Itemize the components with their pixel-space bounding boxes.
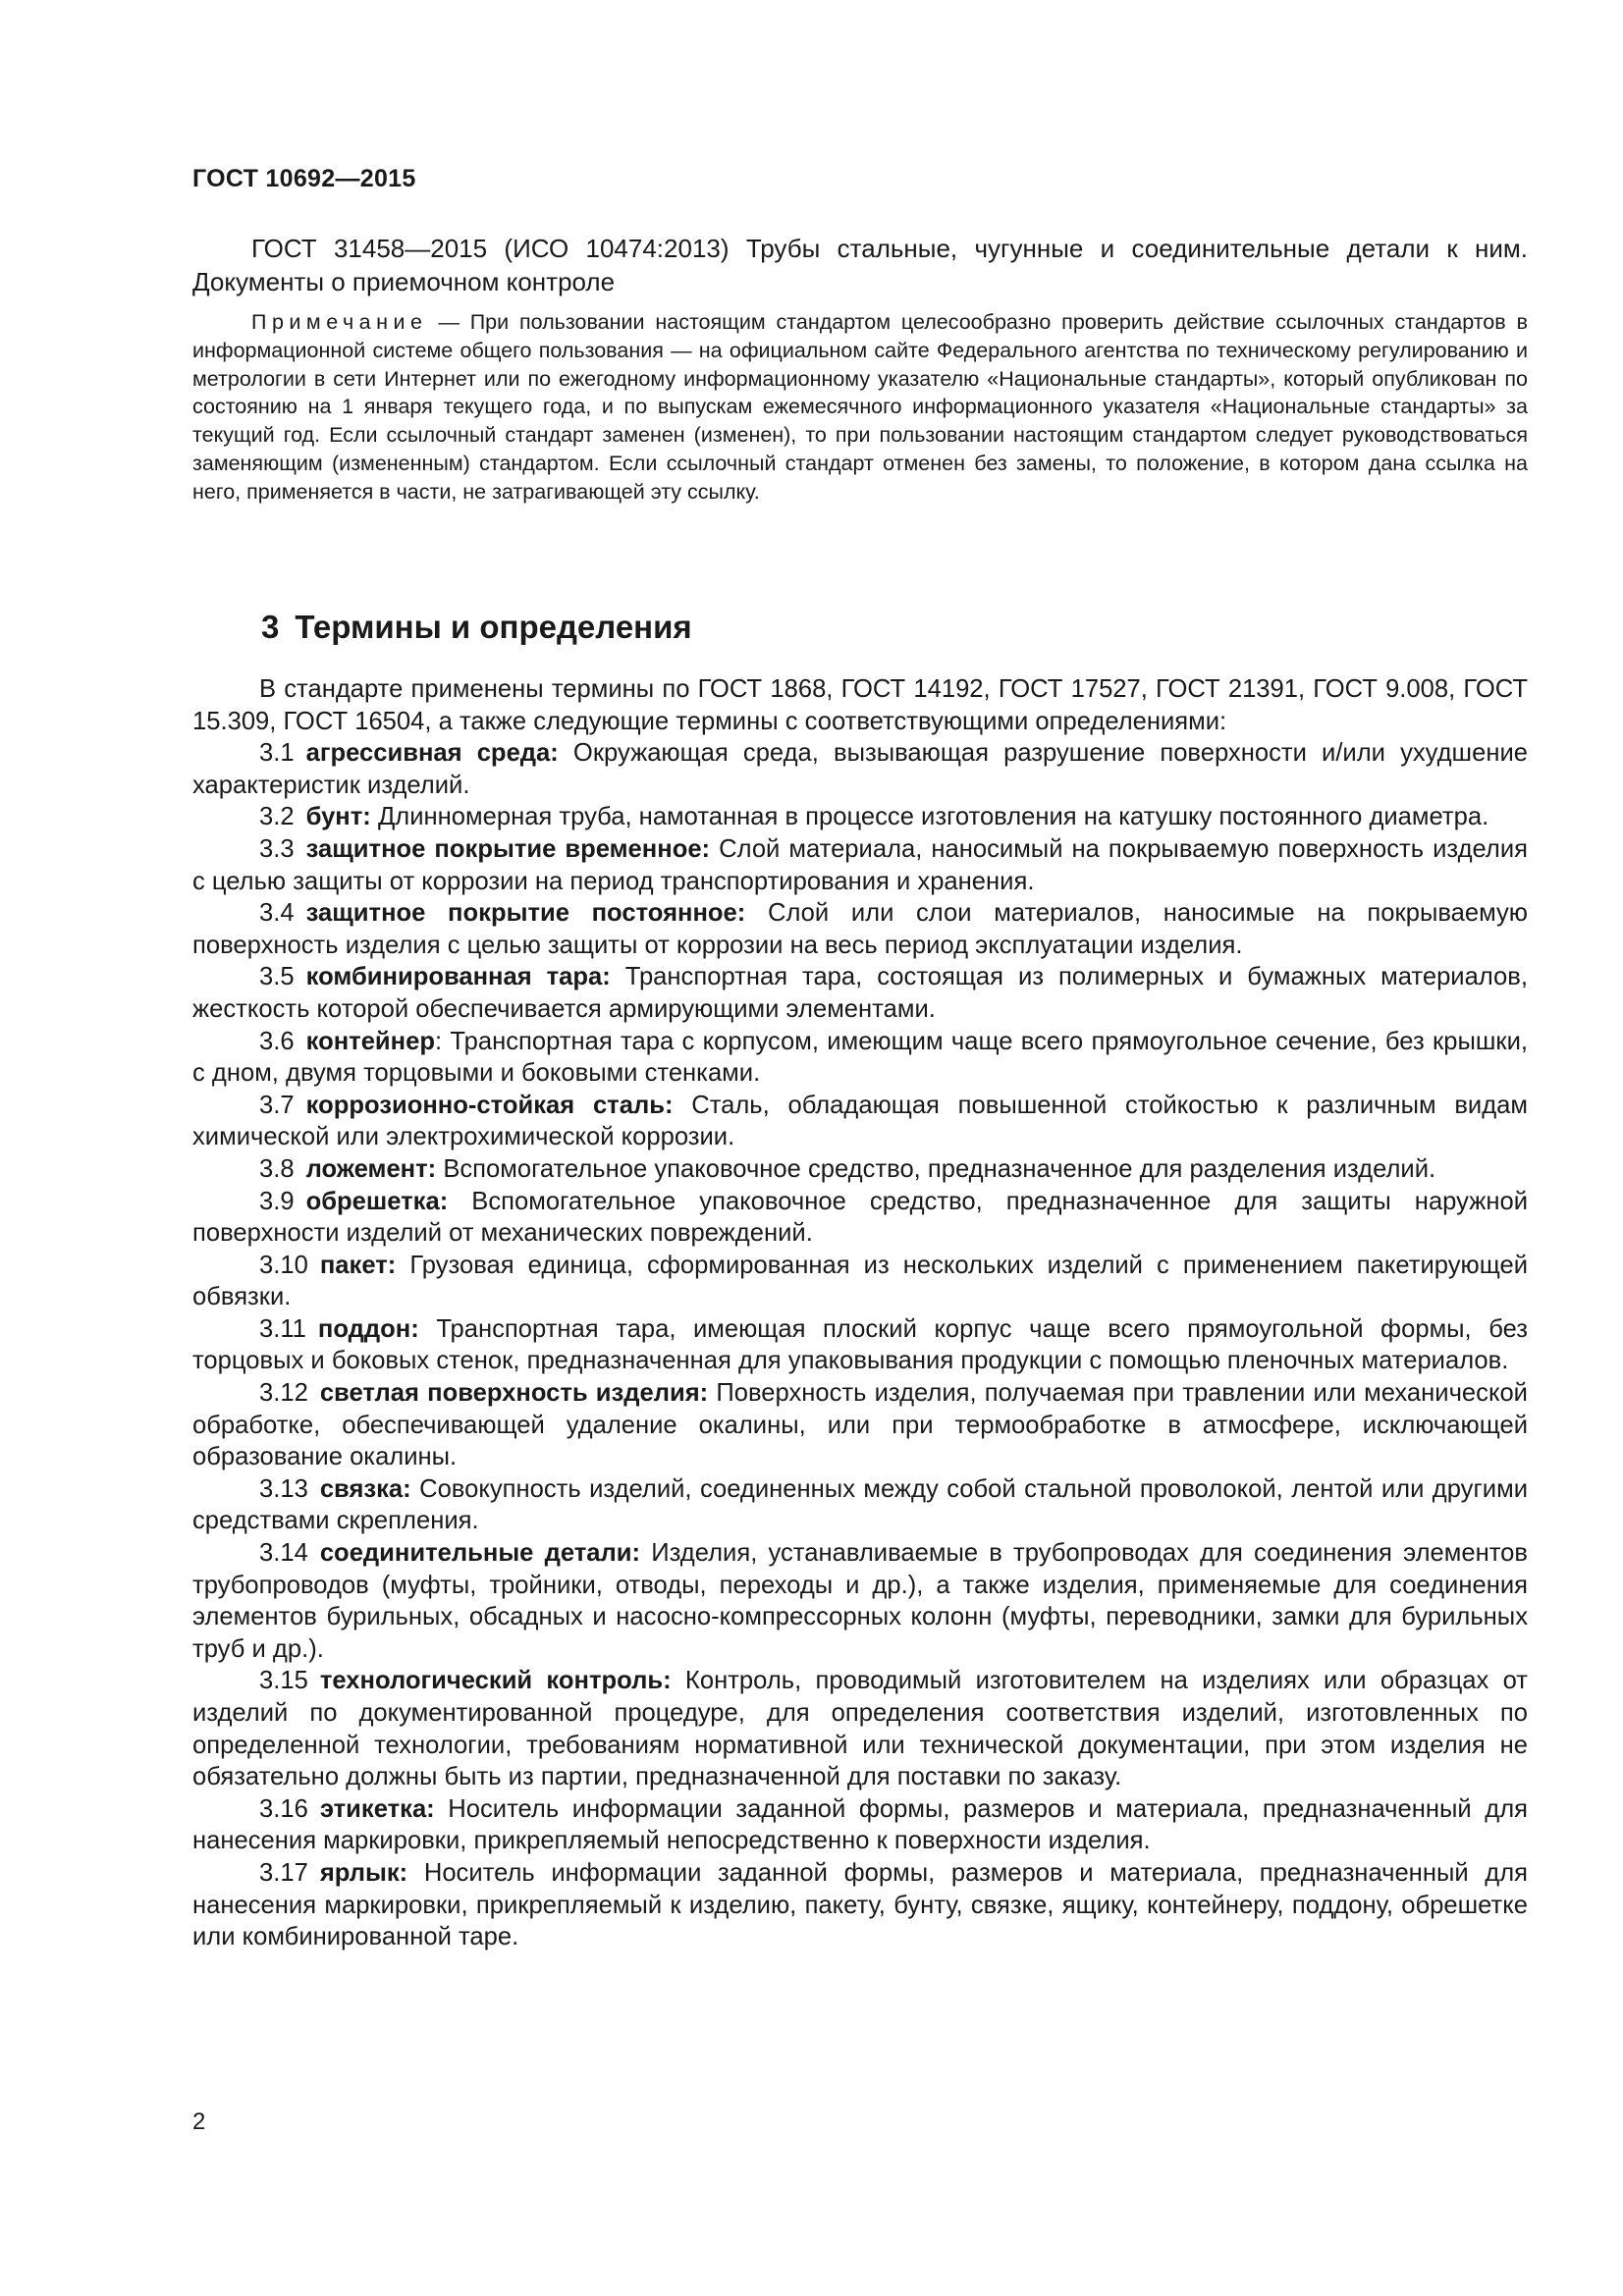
section-intro: В стандарте применены термины по ГОСТ 1868, ГОСТ 14192, ГОСТ 17527, ГОСТ 21391, ГОСТ 9.008, ГОСТ 15.309, ГОСТ 16504, а также следующие термины с соответствующими определениями: — [192, 675, 1528, 735]
term-name: бунт: — [305, 803, 371, 831]
page-number: 2 — [192, 2109, 206, 2135]
term-name: ложемент: — [305, 1154, 437, 1183]
document-code-header: ГОСТ 10692—2015 — [192, 165, 416, 192]
term-number: 3.15 — [259, 1667, 308, 1695]
term-definition: Сталь, обладающая повышенной стойкостью к различным видам химической или электрохимической коррозии. — [192, 1091, 1528, 1151]
term-definition: Грузовая единица, сформированная из нескольких изделий с применением пакетирующей обвязки. — [192, 1251, 1528, 1311]
term-number: 3.12 — [259, 1379, 308, 1408]
term-definition: Поверхность изделия, получаемая при травлении или механической обработке, обеспечивающей удаление окалины, или при термообработке в атмосфере, исключающей образование окалины. — [192, 1379, 1528, 1471]
term-name: связка: — [319, 1474, 411, 1503]
term-name: технологический контроль: — [319, 1667, 672, 1695]
term-name: защитное покрытие временное: — [305, 834, 711, 863]
term-item — [192, 833, 1528, 897]
term-name: светлая поверхность изделия: — [319, 1379, 709, 1408]
term-name: защитное покрытие постоянное: — [305, 899, 746, 928]
term-item — [192, 1090, 1528, 1153]
term-name: агрессивная среда: — [305, 739, 559, 768]
section-title: Термины и определения — [295, 609, 692, 645]
term-item — [192, 737, 1528, 801]
term-name: контейнер — [305, 1027, 435, 1055]
term-definition: Контроль, проводимый изготовителем на изделиях или образцах от изделий по документированной процедуре, для определения соответствия изделий, изготовленных по определенной технологии, требованиям нормативной или технической документации, при этом изделия не обязательно должны быть из партии, предназначенной для поставки по заказу. — [192, 1667, 1528, 1791]
term-number: 3.16 — [259, 1794, 308, 1823]
term-definition: Слой или слои материалов, наносимые на покрываемую поверхность изделия с целью защиты от коррозии на весь период эксплуатации изделия. — [192, 899, 1528, 959]
term-name: ярлык: — [319, 1858, 408, 1887]
term-item — [192, 1473, 1528, 1537]
normative-references-tail — [192, 232, 1528, 298]
term-number: 3.5 — [259, 963, 295, 991]
term-number: 3.3 — [259, 834, 295, 863]
term-definition: Транспортная тара, состоящая из полимерных и бумажных материалов, жесткость которой обеспечивается армирующими элементами. — [192, 963, 1528, 1023]
term-definition: Слой материала, наносимый на покрываемую поверхность изделия с целью защиты от коррозии на период транспортирования и хранения. — [192, 834, 1528, 895]
section-heading — [261, 609, 692, 646]
term-name: комбинированная тара: — [305, 963, 611, 991]
term-name: коррозионно-стойкая сталь: — [305, 1091, 674, 1119]
term-number: 3.11 — [259, 1314, 306, 1343]
term-definition: Носитель информации заданной формы, размеров и материала, предназначенный для нанесения маркировки, прикрепляемый непосредственно к поверхности изделия. — [192, 1794, 1528, 1855]
term-number: 3.2 — [259, 803, 295, 831]
term-definition: Длинномерная труба, намотанная в процессе изготовления на катушку постоянного диаметра. — [370, 803, 1489, 831]
term-item — [192, 1793, 1528, 1857]
term-definition: Совокупность изделий, соединенных между собой стальной проволокой, лентой или другими средствами скрепления. — [192, 1474, 1528, 1535]
term-item — [192, 1665, 1528, 1792]
note-paragraph — [192, 308, 1528, 507]
term-definition: Окружающая среда, вызывающая разрушение поверхности и/или ухудшение характеристик изделий. — [192, 739, 1528, 799]
term-number: 3.10 — [259, 1251, 308, 1279]
note-label: Примечание — [251, 310, 428, 334]
term-item — [192, 801, 1528, 833]
term-definition: Носитель информации заданной формы, размеров и материала, предназначенный для нанесения маркировки, прикрепляемый к изделию, пакету, бунту, связке, ящику, контейнеру, поддону, обрешетке или комбинированной таре. — [192, 1858, 1528, 1951]
term-item — [192, 1537, 1528, 1665]
term-item — [192, 897, 1528, 961]
term-item — [192, 1186, 1528, 1250]
term-number: 3.9 — [259, 1187, 295, 1215]
term-item — [192, 1377, 1528, 1473]
term-item — [192, 1250, 1528, 1313]
term-number: 3.1 — [259, 739, 295, 768]
term-number: 3.13 — [259, 1474, 308, 1503]
term-name: соединительные детали: — [319, 1539, 641, 1568]
term-item — [192, 1313, 1528, 1377]
section-number: 3 — [261, 609, 280, 645]
term-number: 3.8 — [259, 1154, 295, 1183]
term-name: пакет: — [319, 1251, 397, 1279]
term-item — [192, 1153, 1528, 1186]
term-name: обрешетка: — [305, 1187, 449, 1215]
term-definition: : Транспортная тара с корпусом, имеющим чаще всего прямоугольное сечение, без крышки, с дном, двумя торцовыми и боковыми стенками. — [192, 1027, 1528, 1088]
term-definition: Транспортная тара, имеющая плоский корпус чаще всего прямоугольной формы, без торцовых и боковых стенок, предназначенная для упаковывания продукции с помощью пленочных материалов. — [192, 1314, 1528, 1375]
term-number: 3.14 — [259, 1539, 308, 1568]
note-text: — При пользовании настоящим стандартом целесообразно проверить действие ссылочных стандартов в информационной системе общего пользования — на официальном сайте Федерального агентства по техническому регулированию и метрологии в сети Интернет или по ежегодному информационному указателю «Национальные стандарты», который опубликован по состоянию на 1 января текущего года, и по выпускам ежемесячного информационного указателя «Национальные стандарты» за текущий год. Если ссылочный стандарт заменен (изменен), то при пользовании настоящим стандартом следует руководствоваться заменяющим (измененным) стандартом. Если ссылочный стандарт отменен без замены, то положение, в котором дана ссылка на него, применяется в части, не затрагивающей эту ссылку. — [192, 310, 1528, 504]
term-item — [192, 961, 1528, 1025]
term-definition: Вспомогательное упаковочное средство, предназначенное для защиты наружной поверхности изделий от механических повреждений. — [192, 1187, 1528, 1248]
term-number: 3.7 — [259, 1091, 295, 1119]
term-definition: Изделия, устанавливаемые в трубопроводах для соединения элементов трубопроводов (муфты, тройники, отводы, переходы и др.), а также изделия, применяемые для соединения элементов бурильных, обсадных и насосно-компрессорных колонн (муфты, переводники, замки для бурильных труб и др.). — [192, 1539, 1528, 1663]
term-number: 3.17 — [259, 1858, 308, 1887]
term-number: 3.6 — [259, 1027, 295, 1055]
term-definition: Вспомогательное упаковочное средство, предназначенное для разделения изделий. — [436, 1154, 1436, 1183]
reference-item: ГОСТ 31458—2015 (ИСО 10474:2013) Трубы стальные, чугунные и соединительные детали к ним. Документы о приемочном контроле — [192, 234, 1528, 296]
terms-list — [192, 673, 1528, 1953]
term-name: поддон: — [317, 1314, 419, 1343]
term-number: 3.4 — [259, 899, 295, 928]
term-item — [192, 1026, 1528, 1090]
term-name: этикетка: — [319, 1794, 435, 1823]
term-item — [192, 1857, 1528, 1953]
